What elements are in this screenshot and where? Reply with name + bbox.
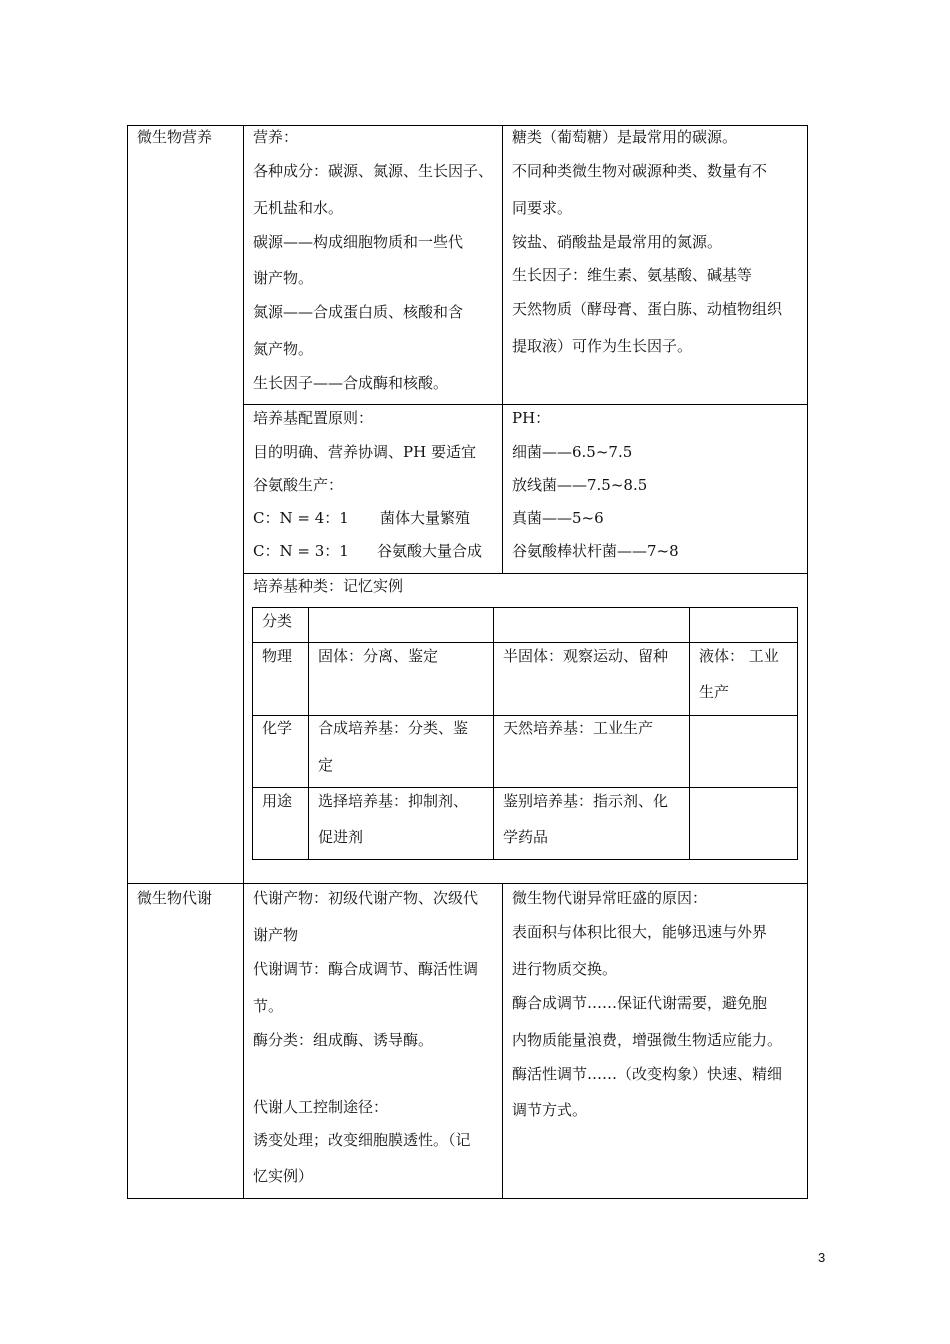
text-line: 忆实例） <box>253 1167 314 1185</box>
table-header-cell: 分类 <box>262 612 293 630</box>
text-line: 代谢人工控制途径： <box>253 1098 389 1116</box>
inner-border-left <box>252 607 253 860</box>
text-line: 酶活性调节……（改变构象）快速、精细 <box>512 1065 783 1083</box>
text-line: 氮源——合成蛋白质、核酸和含 <box>253 303 464 321</box>
inner-col-divider <box>689 607 690 860</box>
table-border-right <box>807 125 808 1199</box>
text-line: 无机盐和水。 <box>253 199 344 217</box>
text-line: 碳源——构成细胞物质和一些代 <box>253 233 464 251</box>
text-line: 诱变处理；改变细胞膜透性。（记 <box>253 1131 471 1149</box>
text-line: 生长因子——合成酶和核酸。 <box>253 374 449 392</box>
table-border-top <box>127 125 808 126</box>
row-divider-3 <box>127 883 808 884</box>
table-cell: 学药品 <box>503 828 549 846</box>
table-border-left <box>127 125 128 1199</box>
inner-border-right <box>797 607 798 860</box>
inner-row-divider <box>252 787 798 788</box>
table-cell: 液体： 工业 <box>699 647 779 665</box>
inner-col-divider <box>493 607 494 860</box>
text-line: 酶分类：组成酶、诱导酶。 <box>253 1031 434 1049</box>
table-border-bottom <box>127 1198 808 1199</box>
text-line: 表面积与体积比很大，能够迅速与外界 <box>512 923 768 941</box>
text-line: 营养： <box>253 128 299 146</box>
table-cell: 合成培养基：分类、鉴 <box>318 719 469 737</box>
table-cell: 生产 <box>699 683 730 701</box>
text-line: 谢产物。 <box>253 269 314 287</box>
text-line: 放线菌——7.5~8.5 <box>512 476 648 494</box>
medium-types-heading: 培养基种类：记忆实例 <box>253 577 404 595</box>
row-label-metabolism: 微生物代谢 <box>137 889 213 907</box>
table-row-label: 用途 <box>262 792 293 810</box>
ratio-value: C：N = 4：1 <box>253 509 349 527</box>
text-line: 目的明确、营养协调、PH 要适宜 <box>253 443 476 461</box>
table-cell: 固体：分离、鉴定 <box>318 647 439 665</box>
row-label-nutrition: 微生物营养 <box>137 128 213 146</box>
inner-row-divider <box>252 715 798 716</box>
table-cell: 鉴别培养基：指示剂、化 <box>503 792 669 810</box>
inner-border-top <box>252 607 798 608</box>
table-cell: 促进剂 <box>318 828 364 846</box>
col-divider-label <box>243 125 244 1199</box>
inner-border-bottom <box>252 859 798 860</box>
ratio-note: 菌体大量繁殖 <box>380 509 471 527</box>
text-line: 不同种类微生物对碳源种类、数量有不 <box>512 162 768 180</box>
text-line: 培养基配置原则： <box>253 409 374 427</box>
text-line: 谷氨酸生产： <box>253 476 344 494</box>
text-line: 天然物质（酵母膏、蛋白胨、动植物组织 <box>512 300 783 318</box>
table-cell: 半固体：观察运动、留种 <box>503 647 669 665</box>
col-divider-mid-lower <box>502 883 503 1199</box>
table-cell: 选择培养基：抑制剂、 <box>318 792 469 810</box>
text-line: PH： <box>512 409 551 427</box>
table-cell: 定 <box>318 756 334 774</box>
table-cell: 天然培养基：工业生产 <box>503 719 654 737</box>
text-line: 进行物质交换。 <box>512 960 618 978</box>
text-line: 代谢调节：酶合成调节、酶活性调 <box>253 960 479 978</box>
text-line: 真菌——5~6 <box>512 509 604 527</box>
text-line: 糖类（葡萄糖）是最常用的碳源。 <box>512 128 738 146</box>
text-line: 氮产物。 <box>253 340 314 358</box>
page-number: 3 <box>818 1250 826 1265</box>
text-line: 提取液）可作为生长因子。 <box>512 337 693 355</box>
text-line: 调节方式。 <box>512 1101 588 1119</box>
table-row-label: 物理 <box>262 647 293 665</box>
row-divider-1 <box>243 404 808 405</box>
text-line: 细菌——6.5~7.5 <box>512 443 633 461</box>
text-line: 节。 <box>253 997 284 1015</box>
row-divider-2 <box>243 573 808 574</box>
text-line: 各种成分：碳源、氮源、生长因子、 <box>253 162 494 180</box>
text-line: 谢产物 <box>253 926 299 944</box>
ratio-note: 谷氨酸大量合成 <box>377 542 483 560</box>
text-line: 谷氨酸棒状杆菌——7~8 <box>512 542 679 560</box>
text-line: 生长因子：维生素、氨基酸、碱基等 <box>512 266 753 284</box>
text-line: 同要求。 <box>512 199 573 217</box>
text-line: 铵盐、硝酸盐是最常用的氮源。 <box>512 233 723 251</box>
table-row-label: 化学 <box>262 719 293 737</box>
text-line: 内物质能量浪费，增强微生物适应能力。 <box>512 1031 783 1049</box>
text-line: 微生物代谢异常旺盛的原因： <box>512 889 708 907</box>
inner-col-divider <box>308 607 309 860</box>
text-line: 代谢产物：初级代谢产物、次级代 <box>253 889 479 907</box>
ratio-value: C：N = 3：1 <box>253 542 349 560</box>
inner-row-divider <box>252 642 798 643</box>
text-line: 酶合成调节……保证代谢需要，避免胞 <box>512 994 768 1012</box>
col-divider-mid-upper <box>502 125 503 574</box>
